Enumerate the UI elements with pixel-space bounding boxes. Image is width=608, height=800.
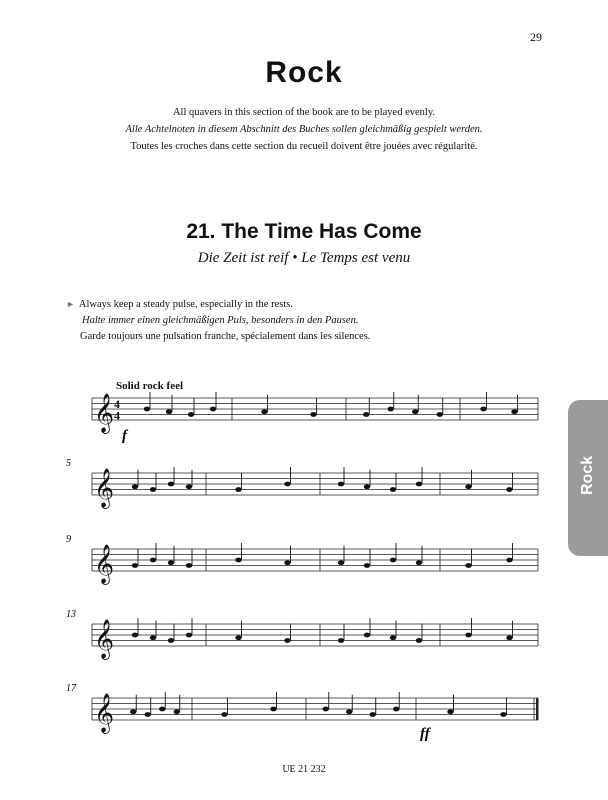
note-head (186, 563, 192, 568)
note-head (416, 638, 422, 643)
piece-subtitle: Die Zeit ist reif • Le Temps est venu (197, 250, 411, 266)
note-head (370, 712, 376, 717)
note-head (363, 412, 369, 417)
piece-title: 21. The Time Has Come (186, 220, 422, 243)
note-head (465, 484, 471, 489)
note-head (132, 563, 138, 568)
tip-en: Always keep a steady pulse, especially in the rests. (78, 299, 293, 310)
catalog-number: UE 21 232 (282, 764, 326, 775)
note-head (168, 638, 174, 643)
measure-number-17: 17 (66, 683, 76, 694)
note-head (500, 712, 506, 717)
note-head (480, 407, 486, 412)
note-head (465, 633, 471, 638)
note-head (390, 635, 396, 640)
tip-fr: Garde toujours une pulsation franche, spécialement dans les silences. (80, 331, 371, 342)
measure-number-13: 13 (66, 609, 76, 620)
intro-fr: Toutes les croches dans cette section du recueil doivent être jouées avec régularité. (130, 141, 478, 152)
section-title: Rock (265, 56, 343, 89)
note-head (346, 709, 352, 714)
note-head (447, 709, 453, 714)
note-head (506, 635, 512, 640)
note-head (150, 558, 156, 563)
time-signature-top: 4 (114, 397, 120, 411)
measure-number-9: 9 (66, 534, 71, 545)
treble-clef-icon: 𝄞 (94, 544, 115, 584)
note-head (168, 560, 174, 565)
note-head (465, 563, 471, 568)
note-head (364, 633, 370, 638)
note-head (186, 484, 192, 489)
note-head (235, 558, 241, 563)
arrow-icon: ► (66, 299, 75, 309)
time-signature-bottom: 4 (114, 408, 120, 423)
note-head (145, 712, 151, 717)
note-head (159, 707, 165, 712)
note-head (416, 560, 422, 565)
side-tab-label: Rock (579, 455, 596, 495)
note-head (390, 487, 396, 492)
note-head (390, 558, 396, 563)
note-head (437, 412, 443, 417)
treble-clef-icon: 𝄞 (94, 468, 115, 508)
treble-clef-icon: 𝄞 (94, 393, 115, 433)
final-barline (536, 698, 539, 720)
note-head (412, 409, 418, 414)
dynamic-forte: f (122, 428, 127, 444)
tip-de: Halte immer einen gleichmäßigen Puls, besonders in den Pausen. (82, 315, 359, 326)
intro-de: Alle Achtelnoten in diesem Abschnitt des Buches sollen gleichmäßig gespielt werden. (125, 124, 483, 135)
note-head (393, 707, 399, 712)
note-head (166, 409, 172, 414)
intro-en: All quavers in this section of the book are to be played evenly. (172, 107, 436, 118)
note-head (235, 487, 241, 492)
note-head (186, 633, 192, 638)
note-head (506, 487, 512, 492)
note-head (174, 709, 180, 714)
section-side-tab (568, 400, 608, 556)
note-head (416, 482, 422, 487)
note-head (388, 407, 394, 412)
note-head (310, 412, 316, 417)
note-head (364, 563, 370, 568)
note-head (506, 558, 512, 563)
treble-clef-icon: 𝄞 (94, 693, 115, 733)
note-head (188, 412, 194, 417)
note-head (144, 407, 150, 412)
note-head (210, 407, 216, 412)
note-head (284, 560, 290, 565)
note-head (284, 482, 290, 487)
note-head (323, 707, 329, 712)
note-head (338, 560, 344, 565)
note-head (235, 635, 241, 640)
note-head (284, 638, 290, 643)
note-head (132, 633, 138, 638)
note-head (338, 482, 344, 487)
page-number: 29 (530, 30, 542, 44)
note-head (150, 635, 156, 640)
dynamic-fortissimo: ff (420, 726, 430, 742)
note-head (338, 638, 344, 643)
measure-number-5: 5 (66, 458, 71, 469)
note-head (168, 482, 174, 487)
note-head (364, 484, 370, 489)
note-head (150, 487, 156, 492)
note-head (511, 409, 517, 414)
tempo-marking: Solid rock feel (116, 380, 184, 392)
treble-clef-icon: 𝄞 (94, 619, 115, 659)
note-head (132, 484, 138, 489)
note-head (130, 709, 136, 714)
note-head (221, 712, 227, 717)
note-head (261, 409, 267, 414)
note-head (270, 707, 276, 712)
